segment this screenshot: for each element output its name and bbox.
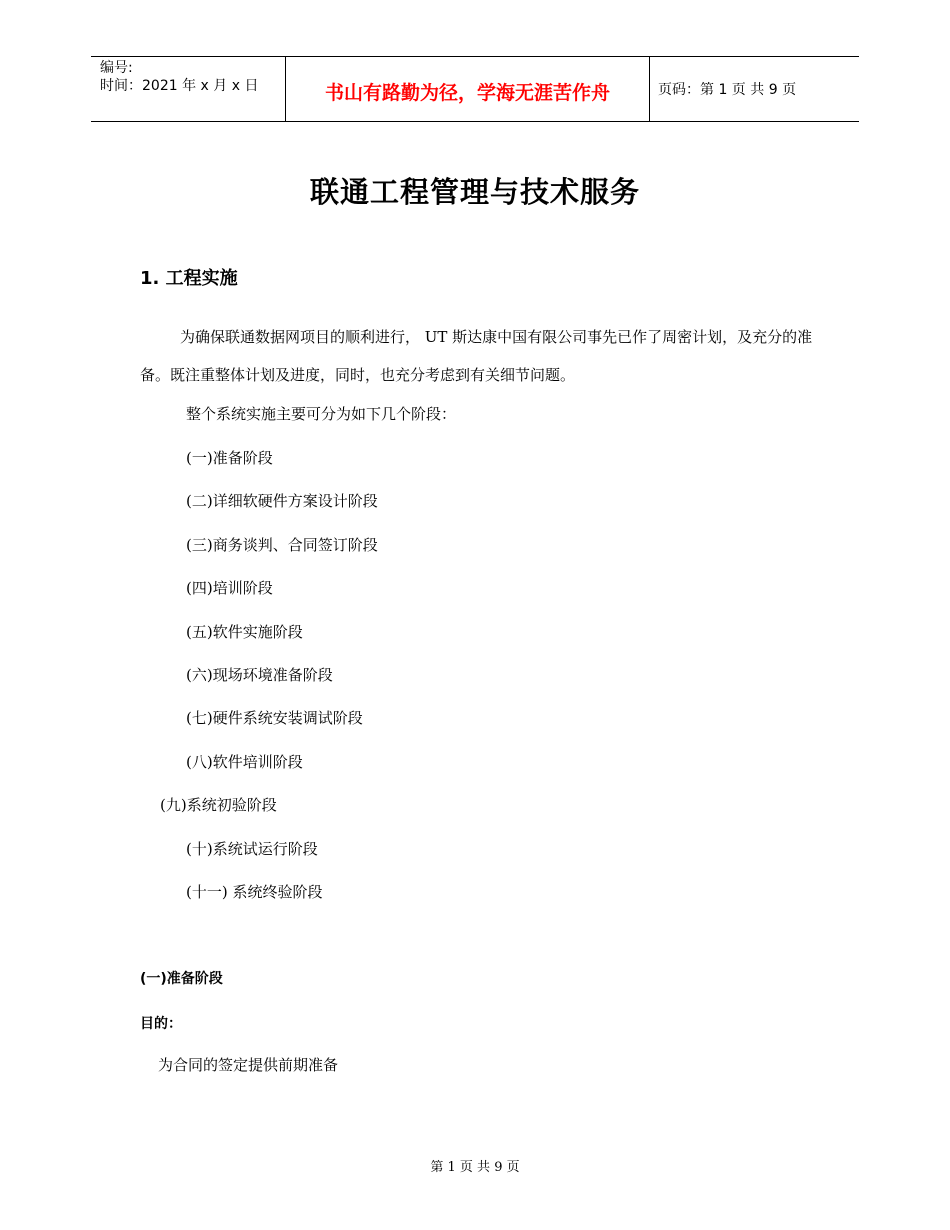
stage-item: (九)系统初验阶段 bbox=[160, 796, 277, 814]
page-footer: 第 1 页 共 9 页 bbox=[430, 1160, 520, 1175]
header-motto: 书山有路勤为径，学海无涯苦作舟 bbox=[286, 57, 650, 121]
stage-item: (七)硬件系统安装调试阶段 bbox=[186, 709, 363, 727]
stage-item: (一)准备阶段 bbox=[186, 449, 273, 467]
header-meta bbox=[91, 57, 286, 121]
intro-paragraph: 为确保联通数据网项目的顺利进行， UT 斯达康中国有限公司事先已作了周密计划，及充分的准备。既注重整体计划及进度，同时，也充分考虑到有关细节问题。 bbox=[140, 328, 813, 384]
stage-item: (二)详细软硬件方案设计阶段 bbox=[186, 492, 378, 510]
stage-item: (五)软件实施阶段 bbox=[186, 623, 303, 641]
stages-intro: 整个系统实施主要可分为如下几个阶段： bbox=[186, 405, 457, 423]
section-heading: 1. 工程实施 bbox=[140, 268, 238, 289]
page-header bbox=[91, 56, 859, 122]
stage-item: (四)培训阶段 bbox=[186, 579, 273, 597]
stage-item: (十)系统试运行阶段 bbox=[186, 840, 318, 858]
time-label: 时间：2021 年 x 月 x 日 bbox=[100, 78, 259, 94]
number-label: 编号: bbox=[100, 60, 133, 76]
header-page-info: 页码：第 1 页 共 9 页 bbox=[658, 82, 797, 98]
purpose-text: 为合同的签定提供前期准备 bbox=[158, 1056, 339, 1074]
subsection-heading: (一)准备阶段 bbox=[140, 971, 223, 987]
stage-item: (六)现场环境准备阶段 bbox=[186, 666, 333, 684]
stage-item: (八)软件培训阶段 bbox=[186, 753, 303, 771]
document-title: 联通工程管理与技术服务 bbox=[309, 175, 640, 209]
stage-item: (十一) 系统终验阶段 bbox=[186, 883, 323, 901]
purpose-label: 目的： bbox=[140, 1016, 182, 1032]
stage-item: (三)商务谈判、合同签订阶段 bbox=[186, 536, 378, 554]
